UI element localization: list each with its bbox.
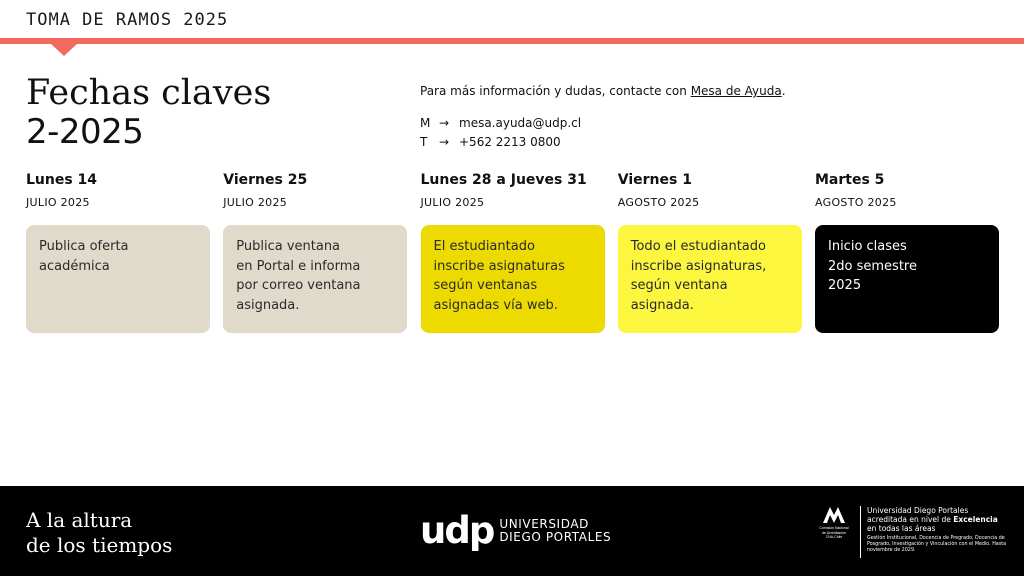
date-column bbox=[618, 172, 802, 333]
date-month: JULIO 2025 bbox=[420, 196, 485, 209]
accreditation-level: Excelencia bbox=[953, 515, 998, 524]
key-dates bbox=[26, 172, 999, 333]
date-day: Lunes 28 a Jueves 31 bbox=[420, 172, 587, 188]
email-value[interactable]: mesa.ayuda@udp.cl bbox=[459, 116, 582, 130]
date-day: Lunes 14 bbox=[26, 172, 98, 188]
contact-info bbox=[420, 84, 786, 149]
footer-slogan: A la altura de los tiempos bbox=[26, 508, 173, 557]
date-month: AGOSTO 2025 bbox=[617, 196, 700, 209]
date-month: JULIO 2025 bbox=[26, 196, 90, 209]
date-day: Martes 5 bbox=[815, 172, 885, 188]
udp-logo-line-2: DIEGO PORTALES bbox=[499, 529, 612, 544]
header-accent-bar bbox=[0, 38, 1024, 44]
date-day: Viernes 25 bbox=[223, 172, 308, 188]
arrow-right-icon: → bbox=[439, 135, 450, 149]
date-column bbox=[223, 172, 407, 333]
date-card: Inicio clases 2do semestre 2025 bbox=[815, 225, 999, 333]
date-card: Todo el estudiantado inscribe asignaturas, según ventana asignada. bbox=[618, 225, 802, 333]
title-line-1: Fechas claves bbox=[26, 73, 272, 113]
help-desk-link[interactable]: Mesa de Ayuda bbox=[690, 84, 782, 98]
date-column bbox=[421, 172, 605, 333]
email-label: M bbox=[420, 116, 431, 130]
accreditation-divider bbox=[860, 506, 861, 558]
date-day: Viernes 1 bbox=[617, 172, 692, 188]
header-notch bbox=[50, 43, 78, 56]
phone-value[interactable]: +562 2213 0800 bbox=[459, 135, 561, 149]
contact-suffix: . bbox=[781, 84, 786, 98]
udp-logo-line-1: UNIVERSIDAD bbox=[499, 516, 589, 531]
date-month: JULIO 2025 bbox=[223, 196, 288, 209]
cna-logo bbox=[812, 506, 856, 558]
accreditation-line-2-pre: acreditada en nivel de bbox=[867, 515, 954, 524]
accreditation-text bbox=[867, 506, 1019, 558]
page-title bbox=[26, 73, 272, 152]
accreditation-line-3: en todas las áreas bbox=[867, 524, 936, 533]
date-card: Publica ventana en Portal e informa por correo ventana asignada. bbox=[223, 225, 407, 333]
udp-logo bbox=[420, 509, 612, 552]
email-row bbox=[420, 116, 786, 130]
accreditation-line-2 bbox=[867, 515, 1019, 524]
phone-label: T bbox=[420, 135, 428, 149]
udp-logo-name bbox=[499, 518, 611, 544]
accreditation-detail: Gestión Institucional, Docencia de Pregrado, Docencia de Posgrado, Investigación y Vinculación con el Medio. Hasta noviembre de 2029. bbox=[867, 536, 1007, 553]
date-month: AGOSTO 2025 bbox=[815, 196, 897, 209]
udp-logo-mark: udp bbox=[420, 509, 494, 552]
date-card: Publica oferta académica bbox=[26, 225, 210, 333]
arrow-right-icon: → bbox=[439, 116, 450, 130]
footer bbox=[0, 486, 1024, 576]
cna-text: Comisión Nacional de Acreditación CNA-Chile bbox=[819, 526, 849, 539]
title-line-2: 2-2025 bbox=[26, 112, 144, 152]
date-card: El estudiantado inscribe asignaturas según ventanas asignadas vía web. bbox=[421, 225, 605, 333]
contact-intro: Para más información y dudas, contacte con bbox=[420, 84, 691, 98]
page-header-label: TOMA DE RAMOS 2025 bbox=[26, 10, 229, 30]
phone-row bbox=[420, 135, 786, 149]
date-column bbox=[26, 172, 210, 333]
contact-intro-line bbox=[420, 84, 786, 98]
date-column bbox=[815, 172, 999, 333]
accreditation-badge bbox=[812, 506, 1019, 558]
accreditation-line-1: Universidad Diego Portales bbox=[867, 506, 969, 515]
cna-mark-icon bbox=[822, 506, 846, 524]
